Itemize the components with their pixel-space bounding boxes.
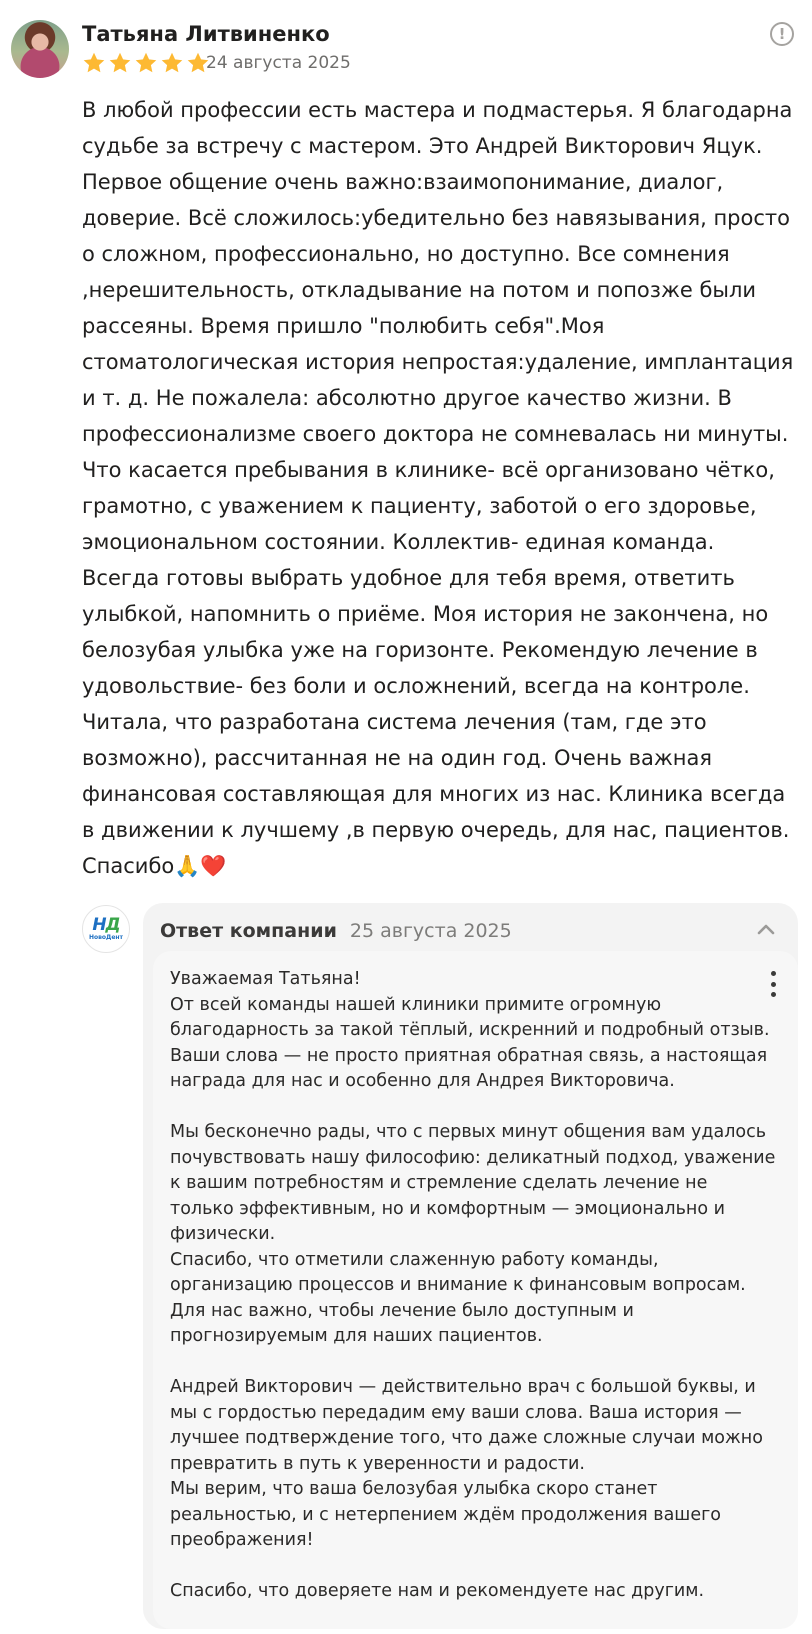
company-logo[interactable]: [82, 905, 130, 953]
logo-wordmark: НовоДент: [88, 934, 124, 941]
answer-text-line: Уважаемая Татьяна!: [170, 969, 361, 989]
star-icon: [108, 51, 132, 75]
company-answer-date: 25 августа 2025: [349, 920, 512, 942]
answer-text-line: Спасибо, что доверяете нам и рекомендуете нас другим.: [170, 1581, 705, 1601]
answer-text-line: Спасибо, что отметили слаженную работу команды,: [170, 1249, 659, 1270]
answer-text-line: прогнозируемым для наших пациентов.: [170, 1326, 543, 1346]
star-icon: [82, 51, 106, 75]
review-text-line: Читала, что разработана система лечения (там, где это: [82, 710, 707, 734]
answer-text-line: превратить в путь к уверенности и радости.: [170, 1453, 585, 1474]
company-answer-header[interactable]: [160, 916, 512, 946]
review-text-line: доверие. Всё сложилось:убедительно без навязывания, просто: [82, 206, 790, 230]
review-text-line: ,нерешительность, откладывание на потом и попозже были: [82, 278, 757, 302]
answer-text-line: реальностью, и с нетерпением ждём продолжения вашего: [170, 1504, 721, 1525]
review-text-line: судьбе за встречу с мастером. Это Андрей Викторович Яцук.: [82, 134, 763, 158]
review-text-line: о сложном, профессионально, но доступно. Все сомнения: [82, 242, 730, 266]
answer-text-line: организацию процессов и внимание к финансовым вопросам.: [170, 1275, 746, 1295]
answer-text-line: [170, 1095, 770, 1121]
review-text-line: Первое общение очень важно:взаимопонимание, диалог,: [82, 170, 724, 194]
answer-text-line: физически.: [170, 1224, 276, 1244]
answer-text-line: Ваши слова — не просто приятная обратная связь, а настоящая: [170, 1045, 768, 1066]
review-text-line: профессионализме своего доктора не сомневалась ни минуты.: [82, 422, 789, 446]
answer-text-line: мы с гордостью передадим ему ваши слова. Ваша история —: [170, 1402, 742, 1423]
review-text-line: Что касается пребывания в клинике- всё организовано чётко,: [82, 458, 775, 482]
answer-text-line: награда для нас и особенно для Андрея Викторовича.: [170, 1071, 675, 1091]
answer-text-line: к вашим потребностям и стремление сделать лечение не: [170, 1173, 708, 1193]
answer-text-line: благодарность за такой тёплый, искренний и подробный отзыв.: [170, 1020, 770, 1040]
more-vertical-icon[interactable]: [768, 971, 778, 997]
company-answer: [143, 903, 798, 1629]
answer-text-line: Андрей Викторович — действительно врач с большой буквы, и: [170, 1377, 756, 1397]
review-text-line: стоматологическая история непростая:удаление, имплантация: [82, 350, 794, 374]
answer-text-line: почувствовать нашу философию: деликатный подход, уважение: [170, 1147, 776, 1168]
star-icon: [160, 51, 184, 75]
review-text-line: белозубая улыбка уже на горизонте. Рекомендую лечение в: [82, 638, 758, 662]
answer-text-line: только эффективным, но и комфортным — эмоционально и: [170, 1198, 726, 1219]
review-text-line: финансовая составляющая для многих из нас. Клиника всегда: [82, 782, 786, 806]
answer-text-line: Мы верим, что ваша белозубая улыбка скоро станет: [170, 1479, 658, 1499]
review-text-line: грамотно, с уважением к пациенту, заботой о его здоровье,: [82, 494, 757, 518]
star-icon: [134, 51, 158, 75]
answer-text-line: [170, 1554, 770, 1580]
answer-text-line: преображения!: [170, 1530, 314, 1550]
review-text: [82, 92, 800, 884]
author-avatar[interactable]: [11, 20, 69, 78]
author-name[interactable]: Татьяна Литвиненко: [82, 22, 330, 46]
review-text-line: рассеяны. Время пришло "полюбить себя".Моя: [82, 314, 605, 338]
logo-mark: НД: [92, 915, 120, 935]
company-answer-title: Ответ компании: [160, 920, 337, 942]
rating-stars: [82, 51, 210, 75]
review-text-line: Всегда готовы выбрать удобное для тебя время, ответить: [82, 566, 735, 590]
review-text-line: и т. д. Не пожалела: абсолютно другое качество жизни. В: [82, 386, 732, 410]
review-text-line: В любой профессии есть мастера и подмастерья. Я благодарна: [82, 98, 793, 122]
company-answer-text: [170, 967, 776, 1605]
review-text-line: возможно), рассчитанная не на один год. Очень важная: [82, 746, 713, 770]
review-text-line: удовольствие- без боли и осложнений, всегда на контроле.: [82, 674, 750, 698]
exclamation-circle-icon[interactable]: !: [770, 22, 794, 46]
answer-text-line: Мы бесконечно рады, что с первых минут общения вам удалось: [170, 1122, 767, 1142]
review-text-line: Спасибо🙏❤️: [82, 854, 227, 878]
company-answer-body: [153, 951, 798, 1629]
chevron-up-icon[interactable]: [755, 921, 777, 937]
answer-text-line: От всей команды нашей клиники примите огромную: [170, 994, 662, 1015]
review-text-line: в движении к лучшему ,в первую очередь, для нас, пациентов.: [82, 818, 790, 842]
answer-text-line: Для нас важно, чтобы лечение было доступным и: [170, 1300, 634, 1321]
answer-text-line: лучшее подтверждение того, что даже сложные случаи можно: [170, 1428, 763, 1448]
answer-text-line: [170, 1350, 770, 1376]
review-text-line: улыбкой, напомнить о приёме. Моя история не закончена, но: [82, 602, 769, 626]
review-date: 24 августа 2025: [206, 53, 351, 73]
review-text-line: эмоциональном состоянии. Коллектив- единая команда.: [82, 530, 715, 554]
